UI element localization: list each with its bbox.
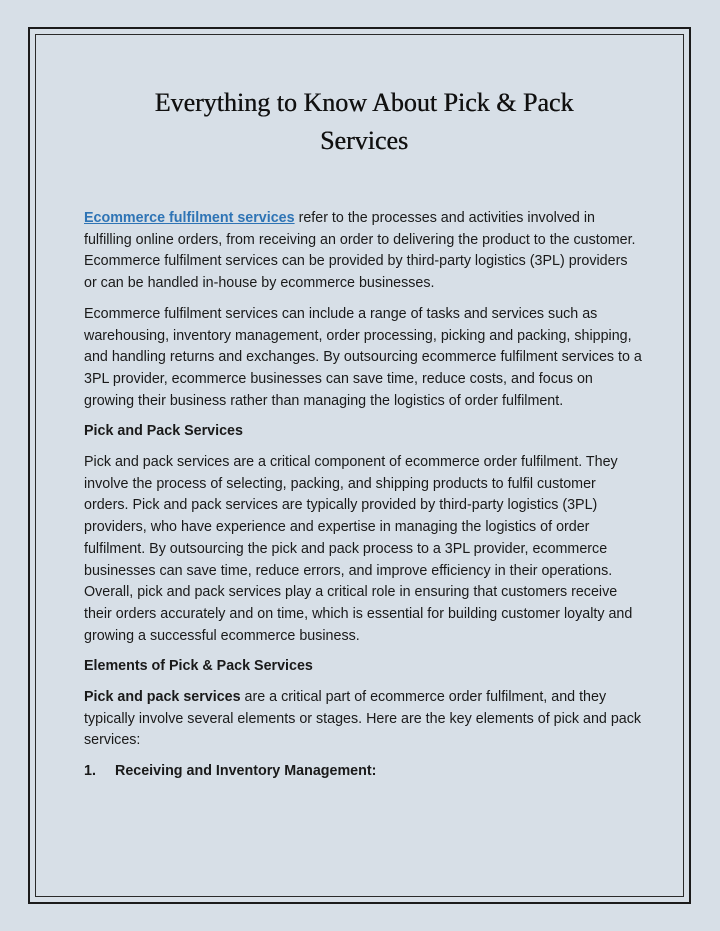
paragraph-intro-text: refer to the processes and activities involved in fulfilling online orders, from receiving an order to delivering the product to the customer. Ecommerce fulfilment services can be provided by third-party logistics (3PL) providers or can be handled in-house by ecommerce businesses.	[84, 210, 636, 292]
paragraph-elements-bold: Pick and pack services	[84, 689, 241, 706]
paragraph-intro	[84, 208, 644, 295]
ecommerce-fulfilment-link[interactable]: Ecommerce fulfilment services	[84, 210, 295, 226]
list-item-label: Receiving and Inventory Management:	[115, 763, 377, 780]
paragraph-elements	[84, 687, 644, 752]
document-title	[84, 84, 644, 160]
paragraph-pick-pack: Pick and pack services are a critical component of ecommerce order fulfilment. They involve the process of selecting, packing, and shipping products to fulfil customer orders. Pick and pack services are typically provided by third-party logistics (3PL) providers, who have experience and expertise in managing the logistics of order fulfilment. By outsourcing the pick and pack process to a 3PL provider, ecommerce businesses can save time, reduce errors, and improve efficiency in their operations. Overall, pick and pack services play a critical role in ensuring that customers receive their orders accurately and on time, which is essential for building customer loyalty and growing a successful ecommerce business.	[84, 454, 633, 644]
section-heading-elements: Elements of Pick & Pack Services	[84, 658, 313, 675]
title-line-2: Services	[319, 126, 409, 155]
list-item-number: 1.	[84, 763, 96, 780]
list-item	[84, 761, 644, 783]
section-heading-pick-pack: Pick and Pack Services	[84, 423, 243, 440]
title-line-1: Everything to Know About Pick & Pack	[154, 88, 574, 117]
paragraph-elements-text: are a critical part of ecommerce order fulfilment, and they typically involve several elements or stages. Here are the key elements of pick and pack services:	[84, 689, 642, 749]
document-body	[84, 84, 644, 783]
article-text	[84, 208, 644, 783]
paragraph-services: Ecommerce fulfilment services can include a range of tasks and services such as warehousing, inventory management, order processing, picking and packing, shipping, and handling returns and exchanges. By outsourcing ecommerce fulfilment services to a 3PL provider, ecommerce businesses can save time, reduce costs, and focus on growing their business rather than managing the logistics of order fulfilment.	[84, 305, 642, 409]
